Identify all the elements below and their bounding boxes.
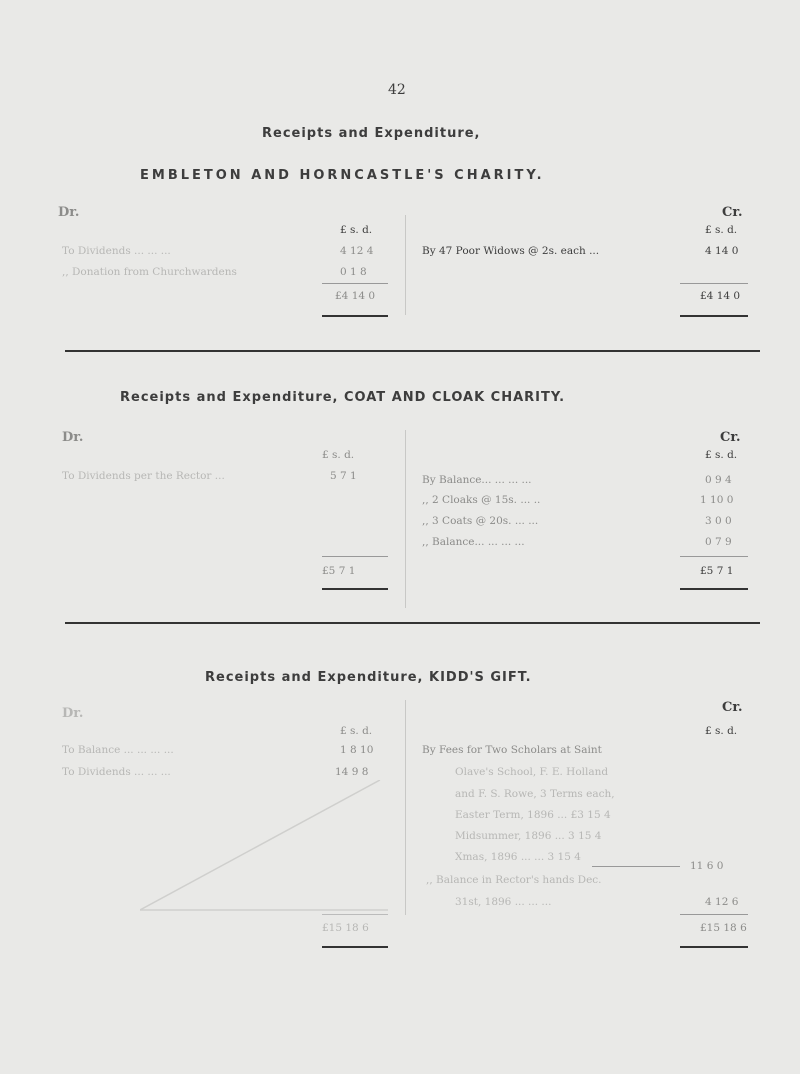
section2-lsd-left: £ s. d. [322, 449, 355, 461]
section1-payment-label: By 47 Poor Widows @ 2s. each ... [422, 245, 600, 257]
section2-divider [405, 430, 406, 608]
section1-charity-title: EMBLETON AND HORNCASTLE'S CHARITY. [140, 168, 545, 183]
section2-payment-label: By Balance... ... ... ... [422, 474, 532, 486]
section1-receipt-label: To Dividends ... ... ... [62, 245, 171, 257]
section1-cr: Cr. [722, 205, 743, 220]
section3-fees-total: 11 6 0 [690, 860, 724, 872]
section2-dr: Dr. [62, 430, 84, 445]
section1-bottom-rule [65, 350, 760, 352]
section2-cr-subtotal-rule [680, 556, 748, 557]
section2-payment-label: ,, Balance... ... ... ... [422, 536, 525, 548]
section2-payment-amount: 3 0 0 [705, 515, 732, 527]
section3-subtotal-rule [322, 914, 388, 915]
section1-cr-subtotal-rule [680, 283, 748, 284]
section3-divider [405, 700, 406, 915]
section2-payments-total: £5 7 1 [700, 565, 734, 577]
section2-payment-label: ,, 2 Cloaks @ 15s. ... .. [422, 494, 541, 506]
section1-payment-amount: 4 14 0 [705, 245, 739, 257]
section3-fees-rule [592, 866, 680, 867]
section2-payment-label: ,, 3 Coats @ 20s. ... ... [422, 515, 539, 527]
section2-total-rule [322, 588, 388, 590]
section3-balance-line: ,, Balance in Rector's hands Dec. [426, 874, 602, 886]
section2-payment-amount: 0 9 4 [705, 474, 732, 486]
section1-subtotal-rule [322, 283, 388, 284]
section1-payments-total: £4 14 0 [700, 290, 741, 302]
section2-subtotal-rule [322, 556, 388, 557]
section1-lsd-left: £ s. d. [340, 224, 373, 236]
section1-divider [405, 215, 406, 315]
section2-receipts-total: £5 7 1 [322, 565, 356, 577]
section2-cr-total-rule [680, 588, 748, 590]
section1-total-rule [322, 315, 388, 317]
section1-receipt-amount: 0 1 8 [340, 266, 367, 278]
section2-receipt-amount: 5 7 1 [330, 470, 357, 482]
section1-receipts-total: £4 14 0 [335, 290, 376, 302]
section3-cr-subtotal-rule [680, 914, 748, 915]
section1-dr: Dr. [58, 205, 80, 220]
section1-receipt-amount: 4 12 4 [340, 245, 374, 257]
section3-total-rule [322, 946, 388, 948]
section3-lsd-left: £ s. d. [340, 725, 373, 737]
section3-receipt-amount: 1 8 10 [340, 744, 374, 756]
section3-balance-amount: 4 12 6 [705, 896, 739, 908]
section3-cancel-line [140, 780, 400, 915]
section3-lsd-right: £ s. d. [705, 725, 738, 737]
section2-payment-amount: 0 7 9 [705, 536, 732, 548]
section3-dr: Dr. [62, 706, 84, 721]
section3-cr-total-rule [680, 946, 748, 948]
section1-cr-total-rule [680, 315, 748, 317]
section3-receipts-total: £15 18 6 [322, 922, 369, 934]
section3-receipt-label: To Dividends ... ... ... [62, 766, 171, 778]
section3-term: Xmas, 1896 ... ... 3 15 4 [455, 851, 581, 863]
section3-cr: Cr. [722, 700, 743, 715]
section3-term: Easter Term, 1896 ... £3 15 4 [455, 809, 611, 821]
section3-payment-line: and F. S. Rowe, 3 Terms each, [455, 788, 615, 800]
section2-cr: Cr. [720, 430, 741, 445]
section1-receipt-label: ,, Donation from Churchwardens [62, 266, 237, 278]
section2-heading: Receipts and Expenditure, COAT AND CLOAK CHARITY. [120, 390, 566, 405]
section3-heading: Receipts and Expenditure, KIDD'S GIFT. [205, 670, 532, 685]
page-number: 42 [388, 82, 406, 98]
section3-balance-line: 31st, 1896 ... ... ... [455, 896, 552, 908]
section3-term: Midsummer, 1896 ... 3 15 4 [455, 830, 602, 842]
section3-payments-total: £15 18 6 [700, 922, 747, 934]
section2-payment-amount: 1 10 0 [700, 494, 734, 506]
section3-receipt-label: To Balance ... ... ... ... [62, 744, 174, 756]
section1-heading: Receipts and Expenditure, [262, 126, 481, 141]
section2-bottom-rule [65, 622, 760, 624]
section3-payment-line: By Fees for Two Scholars at Saint [422, 744, 602, 756]
section2-lsd-right: £ s. d. [705, 449, 738, 461]
section1-lsd-right: £ s. d. [705, 224, 738, 236]
section3-receipt-amount: 14 9 8 [335, 766, 369, 778]
section3-payment-line: Olave's School, F. E. Holland [455, 766, 609, 778]
section2-receipt-label: To Dividends per the Rector ... [62, 470, 225, 482]
